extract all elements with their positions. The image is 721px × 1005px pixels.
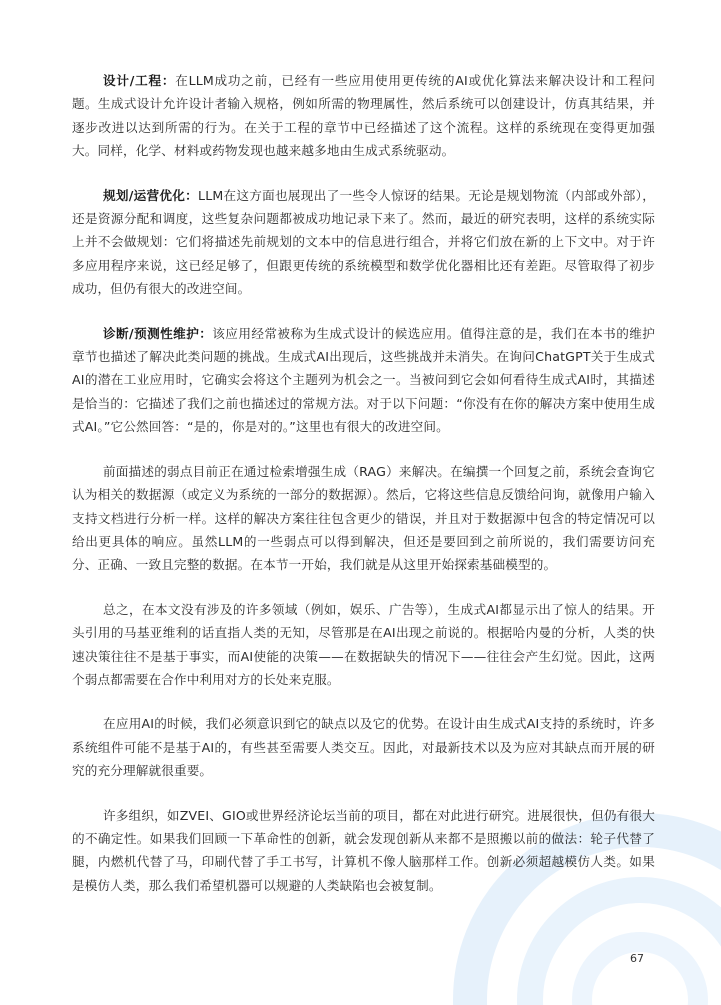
paragraph-text: 总之，在本文没有涉及的许多领域（例如，娱乐、广告等），生成式AI都显示出了惊人的结果。开头引用的马基亚维利的话直指人类的无知，尽管那是在AI出现之前说的。根据哈内曼的分析，人类的快速决策往往不是基于事实，而AI使能的决策——在数据缺失的情况下——往往会产生幻觉。因此，这两个弱点都需要在合作中利用对方的长处来克服。 (72, 601, 655, 687)
paragraph-planning-operations (72, 184, 655, 301)
paragraph-text: 许多组织，如ZVEI、GIO或世界经济论坛当前的项目，都在对此进行研究。进展很快，但仍有很大的不确定性。如果我们回顾一下革命性的创新，就会发现创新从来都不是照搬以前的做法：轮子代替了腿，内燃机代替了马，印刷代替了手工书写，计算机不像人脑那样工作。创新必须超越模仿人类。如果是模仿人类，那么我们希望机器可以规避的人类缺陷也会被复制。 (72, 807, 655, 893)
paragraph-text: 该应用经常被称为生成式设计的候选应用。值得注意的是，我们在本书的维护章节也描述了解决此类问题的挑战。生成式AI出现后，这些挑战并未消失。在询问ChatGPT关于生成式AI的潜在工业应用时，它确实会将这个主题列为机会之一。当被问到它会如何看待生成式AI时，其描述是恰当的：它描述了我们之前也描述过的常规方法。对于以下问题：“你没有在你的解决方案中使用生成式AI。”它公然回答：“是的，你是对的。”这里也有很大的改进空间。 (72, 325, 655, 435)
document-body (72, 69, 655, 918)
paragraph-lead: 规划/运营优化： (103, 187, 199, 203)
paragraph-diagnosis-maintenance (72, 322, 655, 439)
paragraph-applying-ai (72, 712, 655, 782)
paragraph-lead: 设计/工程： (103, 73, 176, 88)
paragraph-design-engineering (72, 69, 655, 163)
paragraph-text: 前面描述的弱点目前正在通过检索增强生成（RAG）来解决。在编撰一个回复之前，系统会查询它认为相关的数据源（或定义为系统的一部分的数据源）。然后，它将这些信息反馈给问询，就像用户输入支持文档进行分析一样。这样的解决方案往往包含更少的错误，并且对于数据源中包含的特定情况可以给出更具体的响应。虽然LLM的一些弱点可以得到解决，但还是要回到之前所说的，我们需要访问充分、正确、一致且完整的数据。在本节一开始，我们就是从这里开始探索基础模型的。 (72, 463, 655, 573)
paragraph-rag (72, 460, 655, 577)
paragraph-lead: 诊断/预测性维护： (103, 325, 213, 341)
paragraph-summary (72, 598, 655, 692)
paragraph-text: 在应用AI的时候，我们必须意识到它的缺点以及它的优势。在设计由生成式AI支持的系统时，许多系统组件可能不是基于AI的，有些甚至需要人类交互。因此，对最新技术以及为应对其缺点而开展的研究的充分理解就很重要。 (72, 716, 655, 779)
paragraph-organizations (72, 804, 655, 898)
paragraph-text: 在LLM成功之前，已经有一些应用使用更传统的AI或优化算法来解决设计和工程问题。生成式设计允许设计者输入规格，例如所需的物理属性，然后系统可以创建设计，仿真其结果，并逐步改进以达到所需的行为。在关于工程的章节中已经描述了这个流程。这样的系统现在变得更加强大。同样，化学、材料或药物发现也越来越多地由生成式系统驱动。 (72, 73, 655, 159)
page-number: 67 (630, 952, 644, 965)
paragraph-text: LLM在这方面也展现出了一些令人惊讶的结果。无论是规划物流（内部或外部），还是资源分配和调度，这些复杂问题都被成功地记录下来了。然而，最近的研究表明，这样的系统实际上并不会做规划：它们将描述先前规划的文本中的信息进行组合，并将它们放在新的上下文中。对于许多应用程序来说，这已经足够了，但跟更传统的系统模型和数学优化器相比还有差距。尽管取得了初步成功，但仍有很大的改进空间。 (72, 187, 655, 297)
